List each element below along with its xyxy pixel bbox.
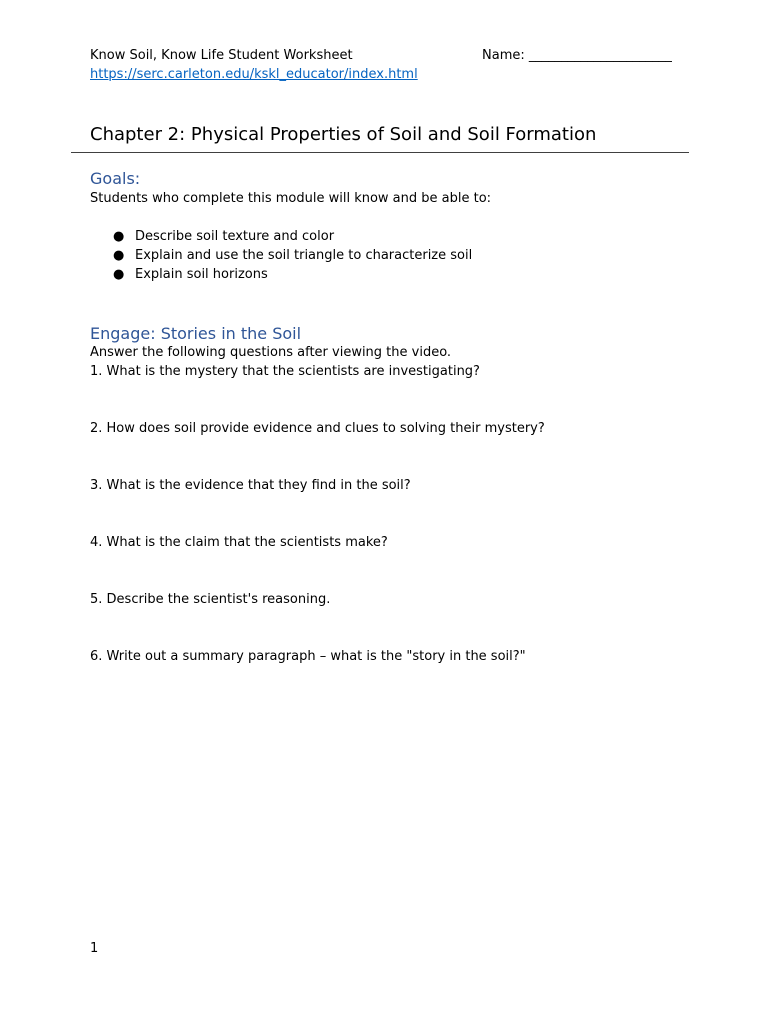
name-field-label: Name: ______________________ bbox=[482, 48, 672, 63]
bullet-icon: ● bbox=[113, 229, 125, 244]
goal-text: Explain and use the soil triangle to characterize soil bbox=[135, 248, 473, 263]
goal-text: Explain soil horizons bbox=[135, 267, 268, 282]
document-header-title: Know Soil, Know Life Student Worksheet bbox=[90, 48, 353, 63]
page-number: 1 bbox=[90, 941, 99, 956]
engage-heading: Engage: Stories in the Soil bbox=[90, 324, 302, 343]
title-divider bbox=[71, 152, 689, 153]
resource-link[interactable]: https://serc.carleton.edu/kskl_educator/index.html bbox=[90, 67, 418, 82]
list-item bbox=[90, 228, 472, 247]
bullet-icon: ● bbox=[113, 267, 125, 282]
question-6: 6. Write out a summary paragraph – what is the "story in the soil?" bbox=[90, 649, 526, 664]
chapter-title: Chapter 2: Physical Properties of Soil and Soil Formation bbox=[90, 124, 597, 145]
engage-intro-text: Answer the following questions after viewing the video. bbox=[90, 345, 452, 360]
goals-intro-text: Students who complete this module will know and be able to: bbox=[90, 191, 492, 206]
question-2: 2. How does soil provide evidence and clues to solving their mystery? bbox=[90, 421, 545, 436]
question-3: 3. What is the evidence that they find in the soil? bbox=[90, 478, 411, 493]
goal-text: Describe soil texture and color bbox=[135, 229, 335, 244]
list-item bbox=[90, 266, 472, 285]
list-item bbox=[90, 247, 472, 266]
question-4: 4. What is the claim that the scientists make? bbox=[90, 535, 388, 550]
bullet-icon: ● bbox=[113, 248, 125, 263]
goals-list bbox=[90, 228, 472, 285]
question-1: 1. What is the mystery that the scientists are investigating? bbox=[90, 364, 480, 379]
goals-heading: Goals: bbox=[90, 169, 141, 188]
question-5: 5. Describe the scientist's reasoning. bbox=[90, 592, 331, 607]
